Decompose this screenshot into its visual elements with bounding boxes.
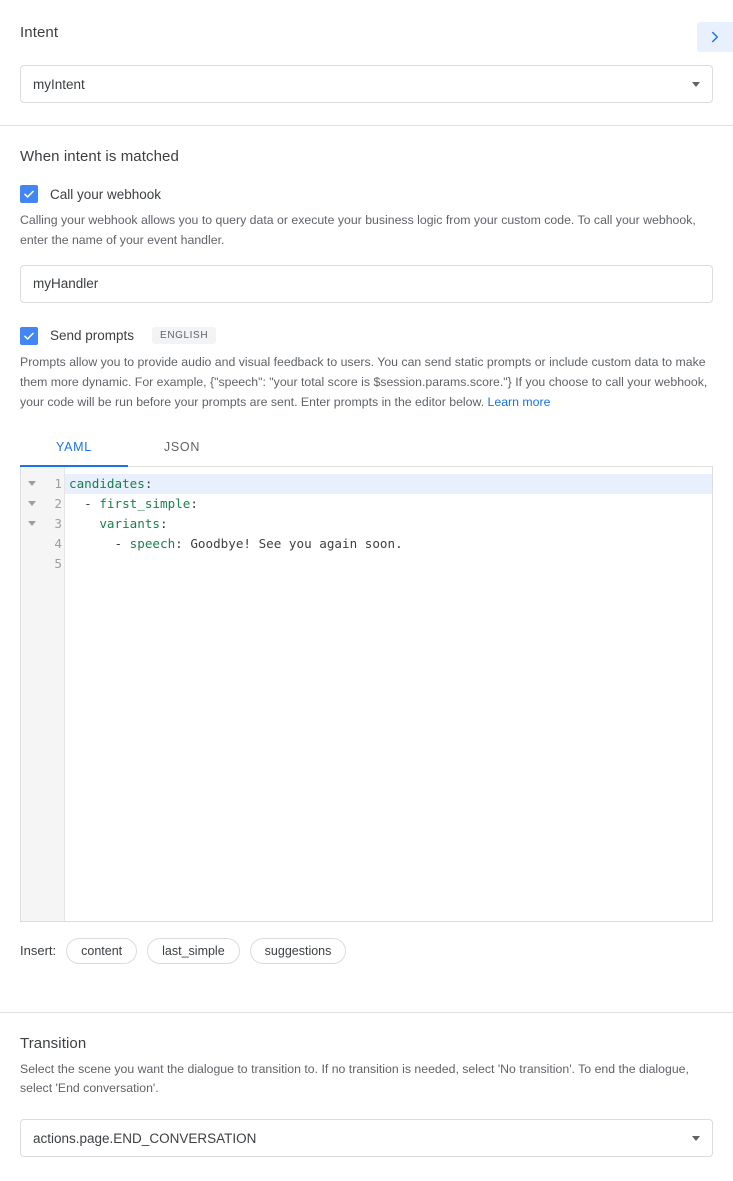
transition-select[interactable] <box>20 1119 713 1157</box>
fold-toggle-line-2[interactable] <box>21 494 43 514</box>
code-value: Goodbye! See you again soon. <box>182 535 403 551</box>
code-key: first_simple <box>99 495 191 511</box>
code-line <box>65 534 712 554</box>
when-intent-matched-section <box>0 126 733 1012</box>
prompt-code-editor[interactable] <box>20 467 713 922</box>
tab-json[interactable]: JSON <box>163 439 201 454</box>
language-badge: ENGLISH <box>152 327 216 344</box>
intent-select-value: myIntent <box>33 76 85 92</box>
transition-title: Transition <box>20 1034 87 1052</box>
line-number-gutter <box>43 467 65 921</box>
line-number: 1 <box>54 475 62 491</box>
check-icon <box>22 329 36 343</box>
editor-format-tabs <box>20 427 713 467</box>
chevron-down-icon <box>692 1136 700 1141</box>
code-key: candidates <box>69 475 145 491</box>
fold-toggle-line-3[interactable] <box>21 514 43 534</box>
line-number: 5 <box>54 555 62 571</box>
code-key: speech <box>129 535 176 551</box>
code-sep: : <box>144 475 153 491</box>
call-webhook-row[interactable] <box>20 185 713 203</box>
code-sep: : <box>190 495 198 511</box>
send-prompts-label: Send prompts <box>50 328 135 344</box>
line-number: 3 <box>54 515 62 531</box>
call-webhook-checkbox[interactable] <box>20 185 38 203</box>
code-indent <box>69 496 84 511</box>
learn-more-link[interactable]: Learn more <box>487 394 551 409</box>
code-line <box>65 554 712 574</box>
check-icon <box>22 187 36 201</box>
transition-section <box>0 1013 733 1181</box>
intent-select[interactable] <box>20 65 713 103</box>
line-number: 2 <box>54 495 62 511</box>
when-intent-matched-title: When intent is matched <box>20 148 179 165</box>
chevron-down-icon <box>692 82 700 87</box>
intent-title: Intent <box>20 24 59 41</box>
send-prompts-row[interactable] <box>20 327 713 345</box>
call-webhook-description: Calling your webhook allows you to query data or execute your business logic from your custom code. To call your webhook, enter the name of your event handler. <box>20 213 696 247</box>
insert-chips-row <box>20 938 713 964</box>
line-number: 4 <box>54 535 62 551</box>
expand-panel-button[interactable] <box>697 22 733 52</box>
code-area[interactable] <box>65 467 712 921</box>
code-line <box>65 474 712 494</box>
transition-description: Select the scene you want the dialogue to transition to. If no transition is needed, select 'No transition'. To end the dialogue, select 'End conversation'. <box>20 1061 689 1096</box>
event-handler-input[interactable] <box>20 265 713 303</box>
code-sep: : <box>160 515 168 531</box>
chevron-right-icon <box>706 28 724 46</box>
tab-yaml[interactable]: YAML <box>20 427 128 466</box>
code-dash: - <box>84 495 100 511</box>
code-dash: - <box>114 535 130 551</box>
send-prompts-description-text: Prompts allow you to provide audio and visual feedback to users. You can send static prompts or include custom data to make them more dynamic. For example, {"speech": "your total score is $session.params.score."} If you choose to call your webhook, your code will be run before your prompts are sent. Enter prompts in the editor below. <box>20 354 708 409</box>
chevron-down-icon <box>28 521 36 526</box>
code-sep: : <box>175 535 183 551</box>
transition-select-value: actions.page.END_CONVERSATION <box>33 1130 257 1146</box>
insert-chip-suggestions[interactable]: suggestions <box>250 938 347 964</box>
event-handler-value: myHandler <box>33 276 99 292</box>
insert-label: Insert: <box>20 943 57 959</box>
code-indent <box>69 536 115 551</box>
code-line <box>65 514 712 534</box>
send-prompts-checkbox[interactable] <box>20 327 38 345</box>
code-key: variants <box>99 515 161 531</box>
insert-chip-content[interactable]: content <box>66 938 137 964</box>
send-prompts-description <box>20 353 713 413</box>
chevron-down-icon <box>28 501 36 506</box>
code-indent <box>69 516 99 531</box>
intent-section <box>0 0 733 125</box>
code-line <box>65 494 712 514</box>
chevron-down-icon <box>28 481 36 486</box>
call-webhook-label: Call your webhook <box>50 186 162 202</box>
fold-toggle-line-1[interactable] <box>21 474 43 494</box>
insert-chip-last-simple[interactable]: last_simple <box>147 938 240 964</box>
code-fold-gutter <box>21 467 43 921</box>
